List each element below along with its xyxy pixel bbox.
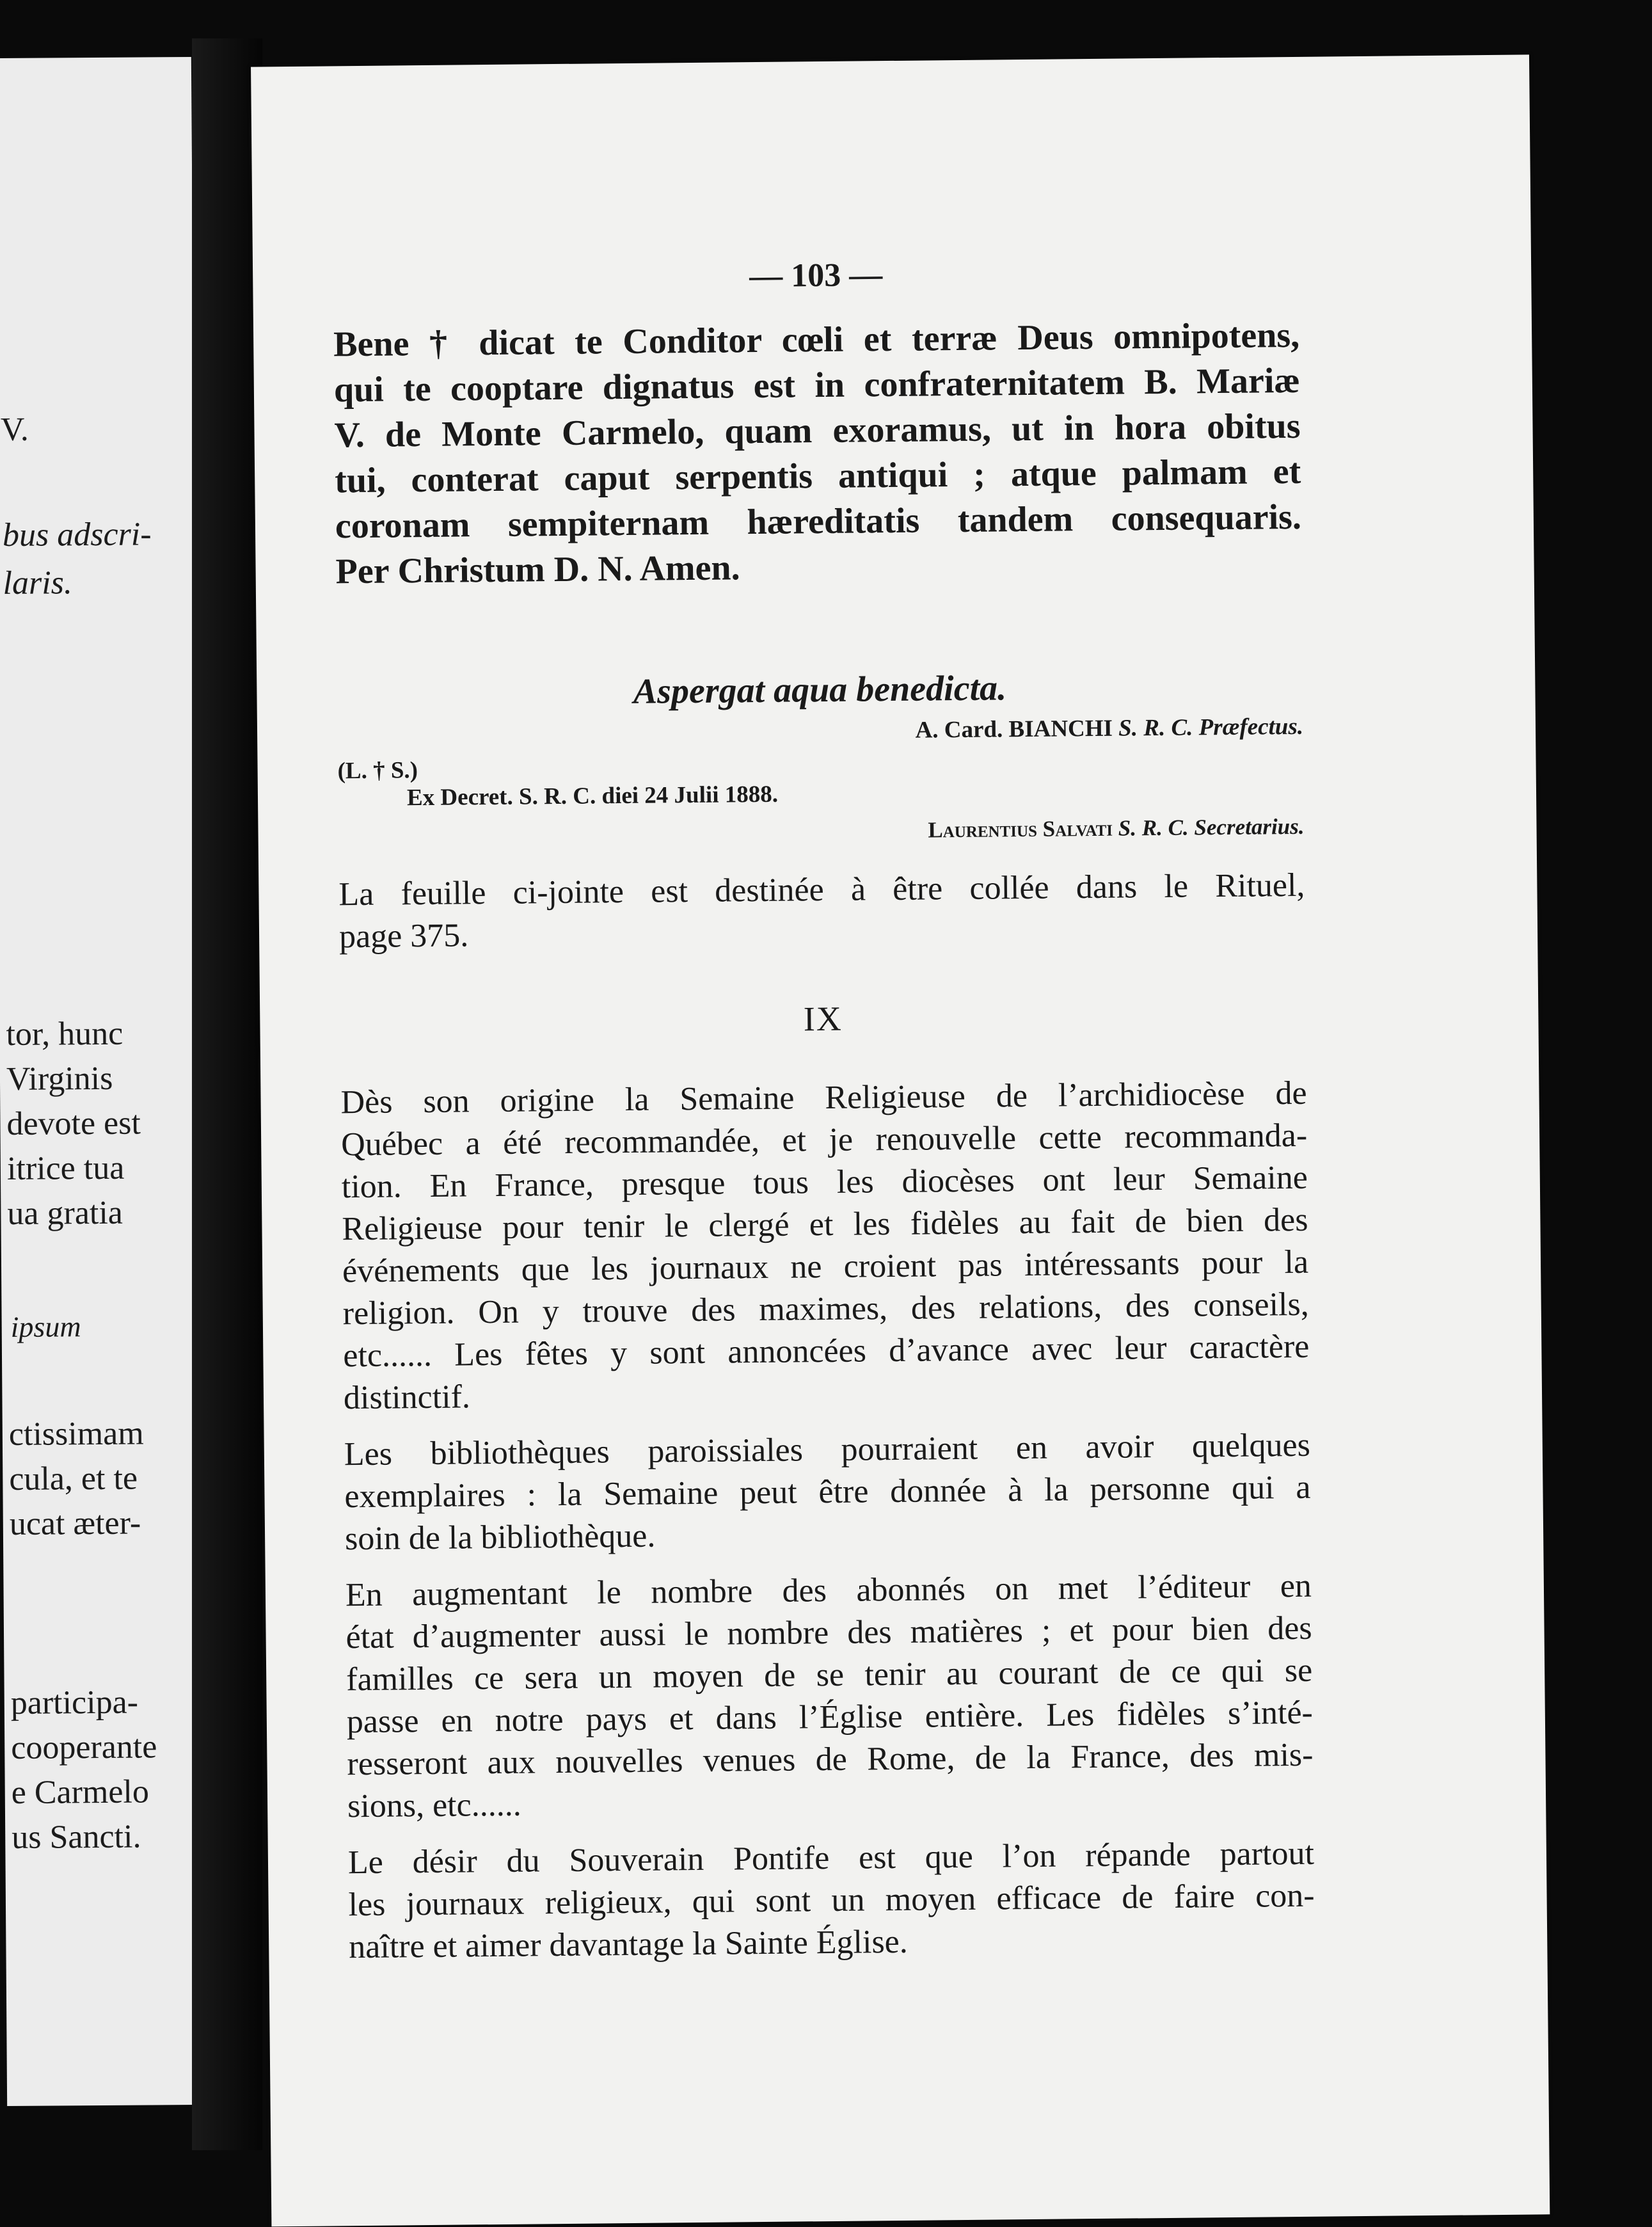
paragraph-line: En augmentant le nombre des abonnés on met l’éditeur en	[345, 1567, 1312, 1614]
left-fragment: us Sancti.	[12, 1818, 141, 1856]
latin-line: Per Christum D. N. Amen.	[335, 548, 740, 592]
latin-blessing	[333, 313, 1302, 595]
latin-line: V. de Monte Carmelo, quam exoramus, ut in hora obitus	[334, 406, 1301, 456]
signature-prefect	[915, 713, 1303, 744]
seal-mark: (L. † S.)	[337, 757, 418, 785]
left-fragment: itrice tua	[6, 1149, 125, 1188]
left-fragment: V.	[0, 411, 29, 449]
left-fragment: devote est	[6, 1105, 141, 1143]
paragraph-line: etc...... Les fêtes y sont annoncées d’avance avec leur caractère	[343, 1328, 1310, 1375]
paragraph-line: Québec a été recommandée, et je renouvelle cette recommanda-	[340, 1117, 1308, 1163]
left-fragment: ipsum	[10, 1310, 81, 1343]
latin-line: qui te cooptare dignatus est in confraternitatem B. Mariæ	[333, 360, 1301, 410]
left-fragment: bus adscri-	[2, 516, 152, 554]
note-line: La feuille ci-jointe est destinée à être collée dans le Rituel,	[338, 866, 1305, 913]
page-gutter	[192, 38, 262, 2150]
left-fragment: cula, et te	[9, 1460, 138, 1497]
signature-title: S. R. C. Præfectus.	[1118, 713, 1304, 742]
paragraph-line: familles ce sera un moyen de se tenir au courant de ce qui se	[345, 1652, 1313, 1698]
paragraph	[348, 1833, 1315, 1968]
rituel-note	[338, 865, 1305, 958]
note-line: page 375.	[338, 917, 469, 955]
section-heading: IX	[803, 999, 843, 1039]
paragraph-line: état d’augmenter aussi le nombre des matières ; et pour bien des	[345, 1609, 1312, 1656]
paragraph-line: tion. En France, presque tous les diocèses ont leur Semaine	[341, 1159, 1308, 1206]
signature-title: S. R. C. Secretarius.	[1118, 813, 1305, 841]
paragraph-line: événements que les journaux ne croient pas intéressants pour la	[342, 1243, 1309, 1290]
latin-line: coronam sempiternam hæreditatis tandem consequaris.	[335, 497, 1302, 547]
rubric: Aspergat aqua benedicta.	[633, 668, 1007, 712]
paragraph-line: Le désir du Souverain Pontife est que l’on répande partout	[347, 1835, 1315, 1881]
signature-name: Laurentius Salvati	[928, 815, 1113, 843]
signature-name: A. Card. BIANCHI	[915, 715, 1113, 744]
paragraph-line: les journaux religieux, qui sont un moyen efficace de faire con-	[348, 1877, 1315, 1924]
decree-line: Ex Decret. S. R. C. diei 24 Julii 1888.	[406, 781, 779, 811]
latin-line: tui, conterat caput serpentis antiqui ; atque palmam et	[334, 451, 1301, 501]
paragraph	[344, 1425, 1312, 1560]
left-fragment: participa-	[10, 1684, 139, 1721]
left-fragment: Virginis	[6, 1060, 113, 1098]
paragraph-line: naître et aimer davantage la Sainte Église.	[348, 1923, 909, 1966]
left-page-fragment	[0, 57, 205, 2106]
left-fragment: ua gratia	[7, 1194, 123, 1233]
paragraph-line: Religieuse pour tenir le clergé et les fidèles au fait de bien des	[342, 1201, 1308, 1248]
paragraph-line: Dès son origine la Semaine Religieuse de l’archidiocèse de	[340, 1074, 1307, 1121]
left-fragment: ucat æter-	[9, 1505, 141, 1542]
left-fragment: ctissimam	[8, 1415, 144, 1453]
paragraph	[340, 1073, 1310, 1419]
latin-line: Bene † dicat te Conditor cœli et terræ Deus omnipotens,	[333, 315, 1300, 365]
paragraph-line: resseront aux nouvelles venues de Rome, de la France, des mis-	[347, 1736, 1314, 1783]
left-fragment: e Carmelo	[11, 1773, 150, 1811]
section-body	[340, 1073, 1315, 1983]
paragraph-line: religion. On y trouve des maximes, des relations, des conseils,	[342, 1286, 1309, 1332]
paragraph-line: exemplaires : la Semaine peut être donnée à la personne qui a	[344, 1469, 1311, 1515]
left-fragment: cooperante	[11, 1728, 157, 1766]
book-page	[251, 54, 1550, 2226]
page-number: — 103 —	[749, 257, 883, 295]
paragraph-line: Les bibliothèques paroissiales pourraient en avoir quelques	[344, 1426, 1311, 1473]
paragraph-line: passe en notre pays et dans l’Église entière. Les fidèles s’inté-	[346, 1694, 1314, 1741]
paragraph-line: distinctif.	[343, 1378, 471, 1417]
left-fragment: laris.	[3, 564, 73, 602]
left-fragment: tor, hunc	[6, 1015, 123, 1053]
signature-secretary	[928, 814, 1305, 843]
page-content	[331, 57, 1315, 1966]
paragraph-line: sions, etc......	[347, 1786, 521, 1825]
paragraph-line: soin de la bibliothèque.	[344, 1517, 656, 1558]
paragraph	[345, 1565, 1314, 1828]
